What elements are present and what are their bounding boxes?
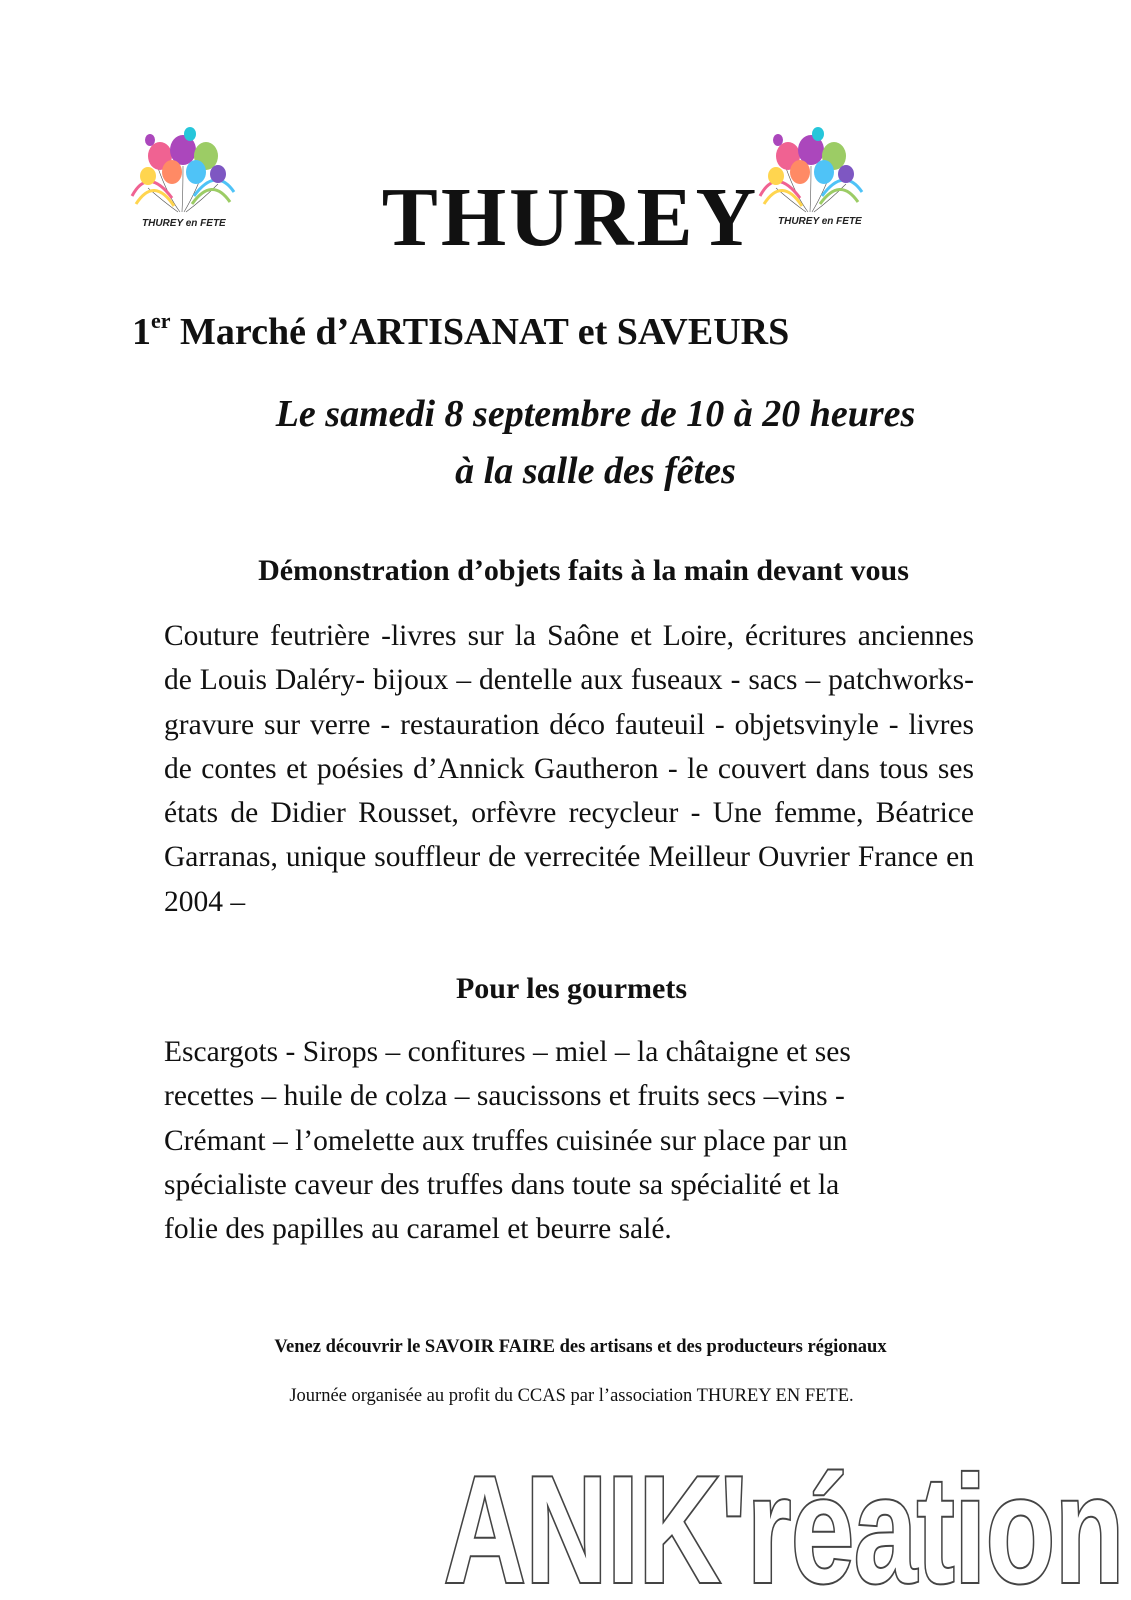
watermark-text: ANIK'réation [444, 1445, 1124, 1600]
demo-heading: Démonstration d’objets faits à la main devant vous [258, 554, 909, 587]
gourmets-heading: Pour les gourmets [455, 972, 688, 1005]
page-title: THUREY [381, 171, 760, 264]
gourmets-line: Escargots - Sirops – confitures – miel – la châtaigne et ses [164, 1036, 851, 1068]
date-line: Le samedi 8 septembre de 10 à 20 heures [275, 393, 916, 435]
event-subtitle [132, 308, 789, 354]
subtitle-ordinal: 1 [132, 311, 151, 353]
subtitle-text: Marché d’ARTISANAT et SAVEURS [170, 311, 790, 353]
gourmets-line: folie des papilles au caramel et beurre salé. [164, 1213, 672, 1246]
logo-caption: THUREY en FETE [142, 218, 226, 229]
gourmets-line: spécialiste caveur des truffes dans toute sa spécialité et la [164, 1168, 840, 1201]
gourmets-line: Crémant – l’omelette aux truffes cuisinée sur place par un [164, 1124, 848, 1157]
venue-line: à la salle des fêtes [455, 450, 736, 492]
footer-organizer: Journée organisée au profit du CCAS par l’association THUREY EN FETE. [289, 1386, 854, 1406]
gourmets-line: recettes – huile de colza – saucissons et fruits secs –vins - [164, 1080, 845, 1113]
demo-paragraph: Couture feutrière -livres sur la Saône et Loire, écritures anciennes de Louis Daléry- bijoux – dentelle aux fuseaux - sacs – patchworks- gravure sur verre - restauration déco fauteuil - objetsvinyle - livres de contes et poésies d’Annick Gautheron - le couvert dans tous ses états de Didier Rousset, orfèvre recycleur - Une femme, Béatrice Garranas, unique souffleur de verrecitée Meilleur Ouvrier France en 2004 – [164, 620, 974, 918]
footer-invitation: Venez découvrir le SAVOIR FAIRE des artisans et des producteurs régionaux [274, 1337, 887, 1357]
event-date [0, 386, 1131, 500]
logo-caption: THUREY en FETE [778, 216, 862, 227]
gourmets-paragraph [164, 1030, 964, 1251]
anikreation-watermark [440, 1432, 1130, 1600]
subtitle-ordinal-suffix: er [151, 308, 171, 333]
